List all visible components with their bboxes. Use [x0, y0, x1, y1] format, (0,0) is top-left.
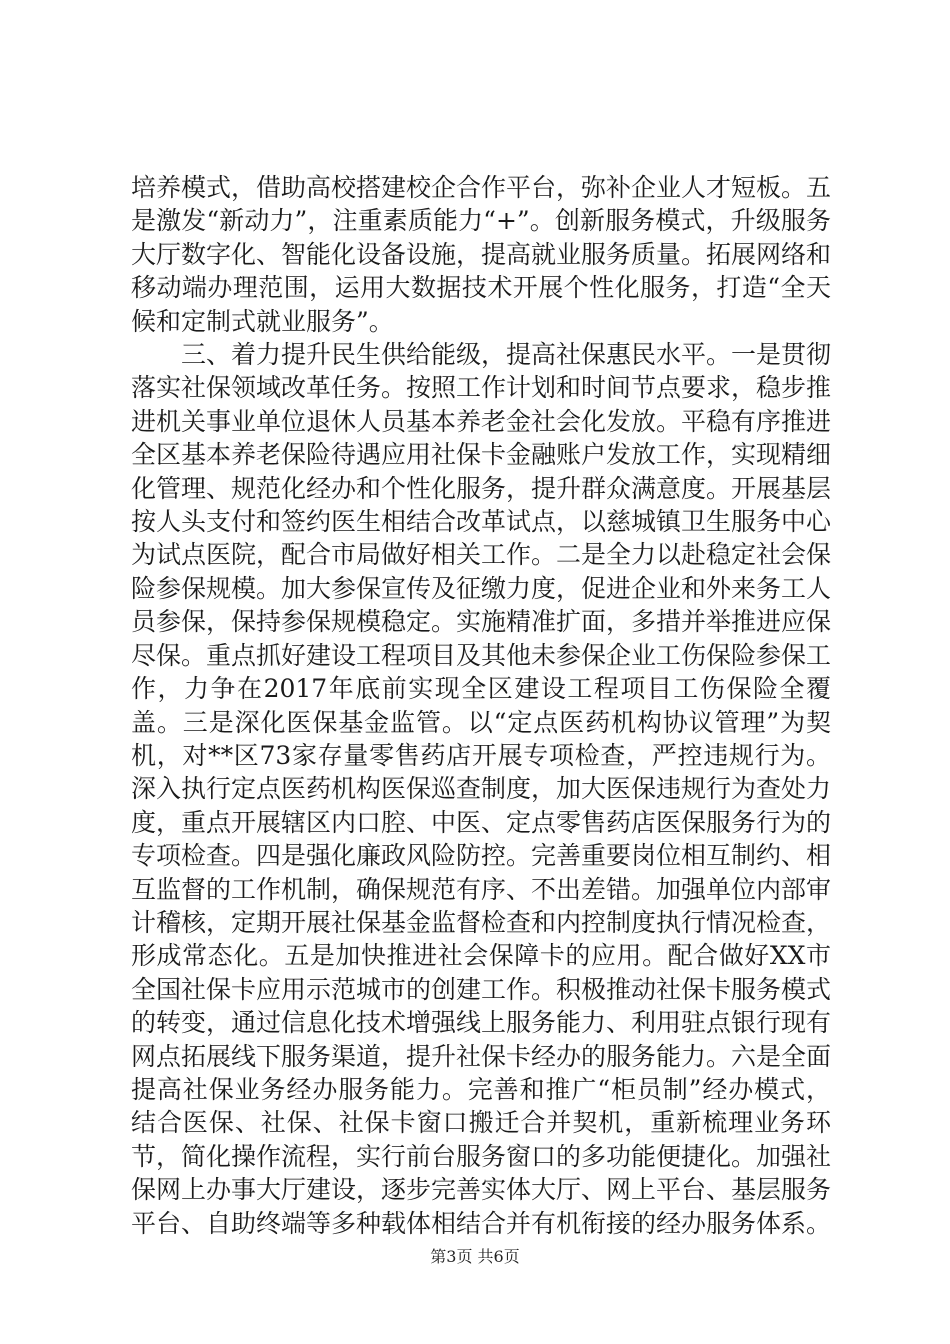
document-body [131, 171, 831, 1240]
page-footer: 第3页 共6页 [430, 1247, 520, 1266]
paragraph-social-security: 三、着力提升民生供给能级，提高社保惠民水平。一是贯彻落实社保领域改革任务。按照工作计划和时间节点要求，稳步推进机关事业单位退休人员基本养老金社会化发放。平稳有序推进全区基本养老保险待遇应用社保卡金融账户发放工作，实现精细化管理、规范化经办和个性化服务，提升群众满意度。开展基层按人头支付和签约医生相结合改革试点，以慈城镇卫生服务中心为试点医院，配合市局做好相关工作。二是全力以赴稳定社会保险参保规模。加大参保宣传及征缴力度，促进企业和外来务工人员参保，保持参保规模稳定。实施精准扩面，多措并举推进应保尽保。重点抓好建设工程项目及其他未参保企业工伤保险参保工作，力争在2017年底前实现全区建设工程项目工伤保险全覆盖。三是深化医保基金监管。以“定点医药机构协议管理”为契机，对**区73家存量零售药店开展专项检查，严控违规行为。深入执行定点医药机构医保巡查制度，加大医保违规行为查处力度，重点开展辖区内口腔、中医、定点零售药店医保服务行为的专项检查。四是强化廉政风险防控。完善重要岗位相互制约、相互监督的工作机制，确保规范有序、不出差错。加强单位内部审计稽核，定期开展社保基金监督检查和内控制度执行情况检查，形成常态化。五是加快推进社会保障卡的应用。配合做好XX市全国社保卡应用示范城市的创建工作。积极推动社保卡服务模式的转变，通过信息化技术增强线上服务能力、利用驻点银行现有网点拓展线下服务渠道，提升社保卡经办的服务能力。六是全面提高社保业务经办服务能力。完善和推广“柜员制”经办模式，结合医保、社保、社保卡窗口搬迁合并契机，重新梳理业务环节，简化操作流程，实行前台服务窗口的多功能便捷化。加强社保网上办事大厅建设，逐步完善实体大厅、网上平台、基层服务平台、自助终端等多种载体相结合并有机衔接的经办服务体系。 [131, 340, 832, 1238]
paragraph-employment-services: 培养模式，借助高校搭建校企合作平台，弥补企业人才短板。五是激发“新动力”，注重素质能力“+”。创新服务模式，升级服务大厅数字化、智能化设备设施，提高就业服务质量。拓展网络和移动端办理范围，运用大数据技术开展个性化服务，打造“全天候和定制式就业服务”。 [131, 173, 832, 336]
